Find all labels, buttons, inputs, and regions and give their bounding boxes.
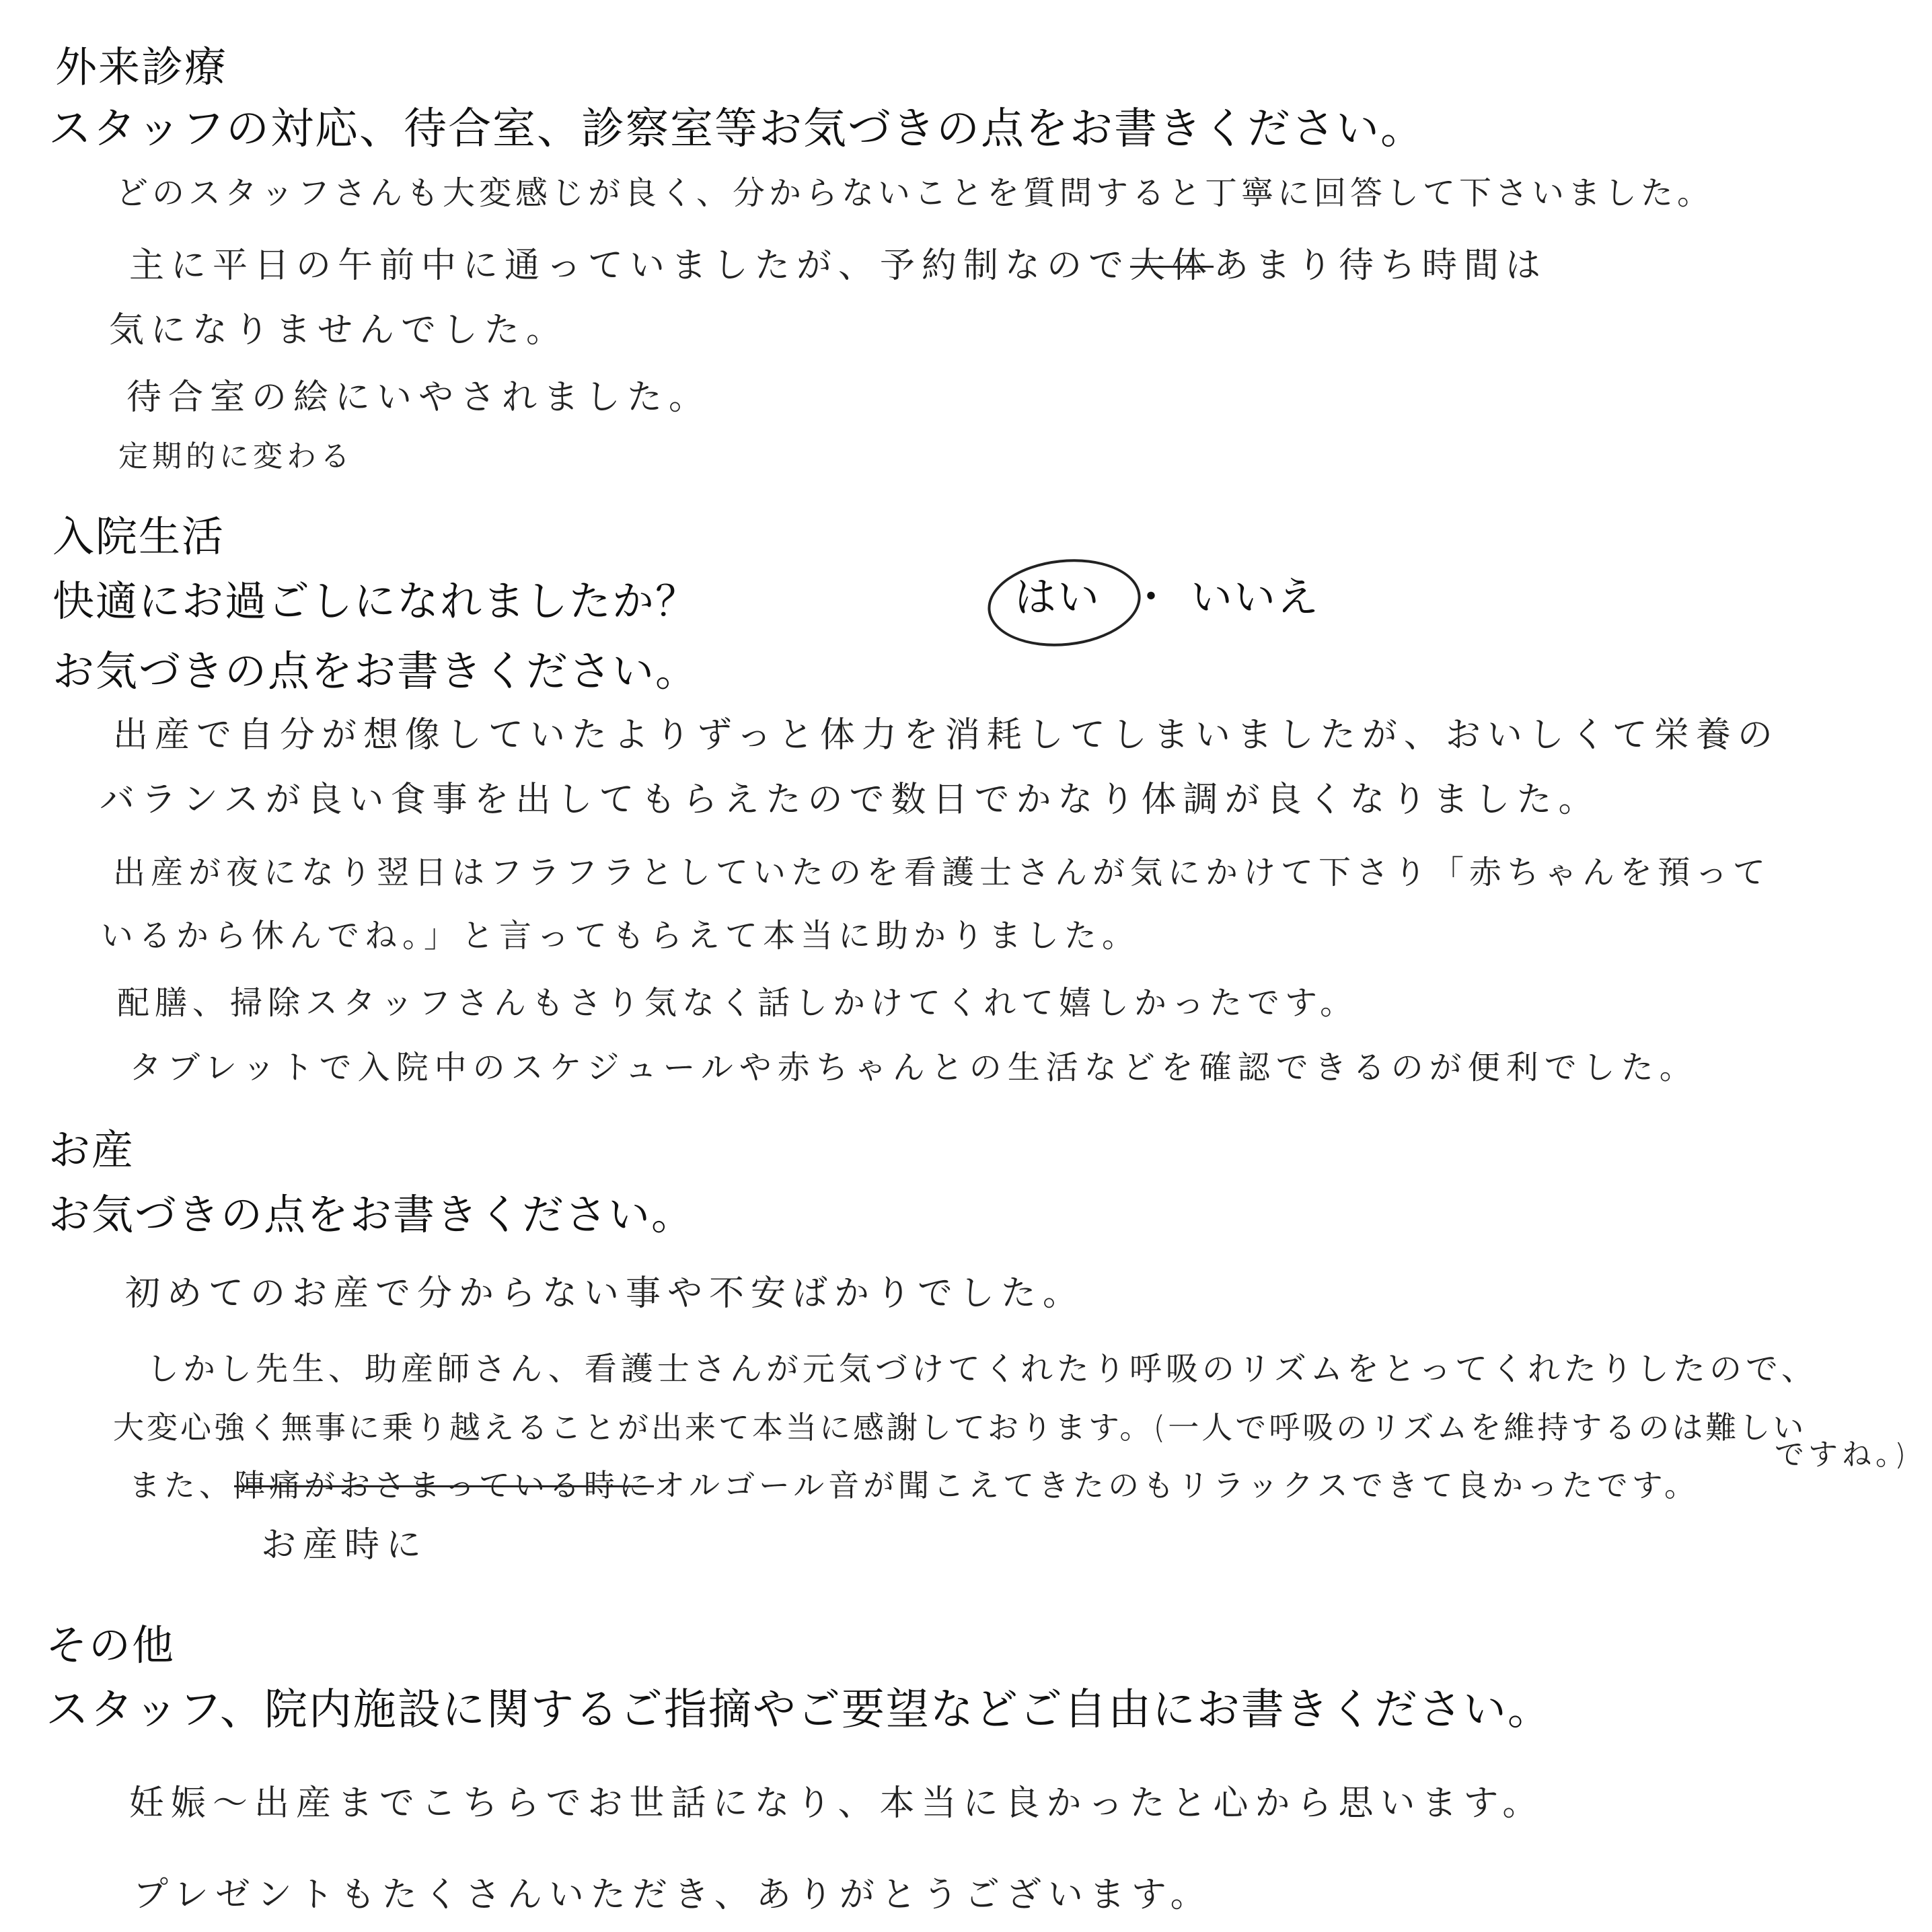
outpatient-answer-line3: 気になりませんでした。 xyxy=(109,310,568,350)
inpatient-question: 快適にお過ごしになれましたか？ xyxy=(52,577,699,626)
outpatient-answer-struck: 大体 xyxy=(1130,246,1214,286)
inpatient-answer-line6: タブレットで入院中のスケジュールや赤ちゃんとの生活などを確認できるのが便利でした。 xyxy=(129,1049,1698,1086)
outpatient-answer-line5: 定期的に変わる xyxy=(118,439,354,474)
outpatient-answer-line4: 待合室の絵にいやされました。 xyxy=(126,377,711,418)
delivery-answer-line4 xyxy=(129,1461,1699,1506)
other-heading: その他 xyxy=(46,1621,176,1670)
inpatient-prompt: お気づきの点をお書きください。 xyxy=(52,646,699,696)
outpatient-heading: 外来診療 xyxy=(55,42,228,91)
delivery-answer-line5: お産時に xyxy=(261,1525,429,1565)
delivery-answer-struck: 陣痛がおさまっている時に xyxy=(234,1467,654,1503)
inpatient-answer-line5: 配膳、掃除スタッフさんもさり気なく話しかけてくれて嬉しかったです。 xyxy=(117,984,1358,1022)
inpatient-answer-line4: いるから休んでね。」と言ってもらえて本当に助かりました。 xyxy=(101,917,1140,955)
option-separator: ・ xyxy=(1130,572,1174,622)
outpatient-prompt: スタッフの対応、待合室、診察室等お気づきの点をお書きください。 xyxy=(48,104,1425,154)
inpatient-answer-line3: 出産が夜になり翌日はフラフラとしていたのを看護士さんが気にかけて下さり「赤ちゃんを預って xyxy=(113,854,1771,891)
delivery-answer-line3: 大変心強く無事に乗り越えることが出来て本当に感謝しております。(一人で呼吸のリズムを維持するのは難しい xyxy=(113,1409,1807,1446)
option-no: いいえ xyxy=(1191,572,1321,622)
outpatient-answer-line1: どのスタッフさんも大変感じが良く、分からないことを質問すると丁寧に回答して下さいました。 xyxy=(116,174,1714,212)
delivery-answer-line3-cont: ですね。) xyxy=(1775,1438,1910,1472)
outpatient-answer-line2 xyxy=(129,237,1547,287)
other-answer-line2: プレゼントもたくさんいただき、ありがとうございます。 xyxy=(133,1875,1212,1915)
inpatient-heading: 入院生活 xyxy=(52,512,225,561)
option-yes: はい xyxy=(1014,572,1101,622)
outpatient-answer-line2b: あまり待ち時間は xyxy=(1214,246,1548,286)
delivery-heading: お産 xyxy=(48,1125,135,1175)
delivery-answer-line4b: オルゴール音が聞こえてきたのもリラックスできて良かったです。 xyxy=(654,1467,1700,1503)
inpatient-answer-line1: 出産で自分が想像していたよりずっと体力を消耗してしまいましたが、おいしくて栄養の xyxy=(113,715,1779,755)
inpatient-answer-line2: バランスが良い食事を出してもらえたので数日でかなり体調が良くなりました。 xyxy=(100,780,1600,820)
outpatient-answer-line2a: 主に平日の午前中に通っていましたが、予約制なので xyxy=(129,246,1131,286)
delivery-prompt: お気づきの点をお書きください。 xyxy=(48,1190,695,1239)
delivery-answer-line2: しかし先生、助産師さん、看護士さんが元気づけてくれたり呼吸のリズムをとってくれたりしたので、 xyxy=(147,1350,1818,1388)
other-prompt: スタッフ、院内施設に関するご指摘やご要望などご自由にお書きください。 xyxy=(46,1685,1552,1735)
delivery-answer-line1: 初めてのお産で分からない事や不安ばかりでした。 xyxy=(125,1273,1085,1314)
other-answer-line1: 妊娠～出産までこちらでお世話になり、本当に良かったと心から思います。 xyxy=(129,1783,1545,1824)
delivery-answer-line4a: また、 xyxy=(129,1467,234,1503)
